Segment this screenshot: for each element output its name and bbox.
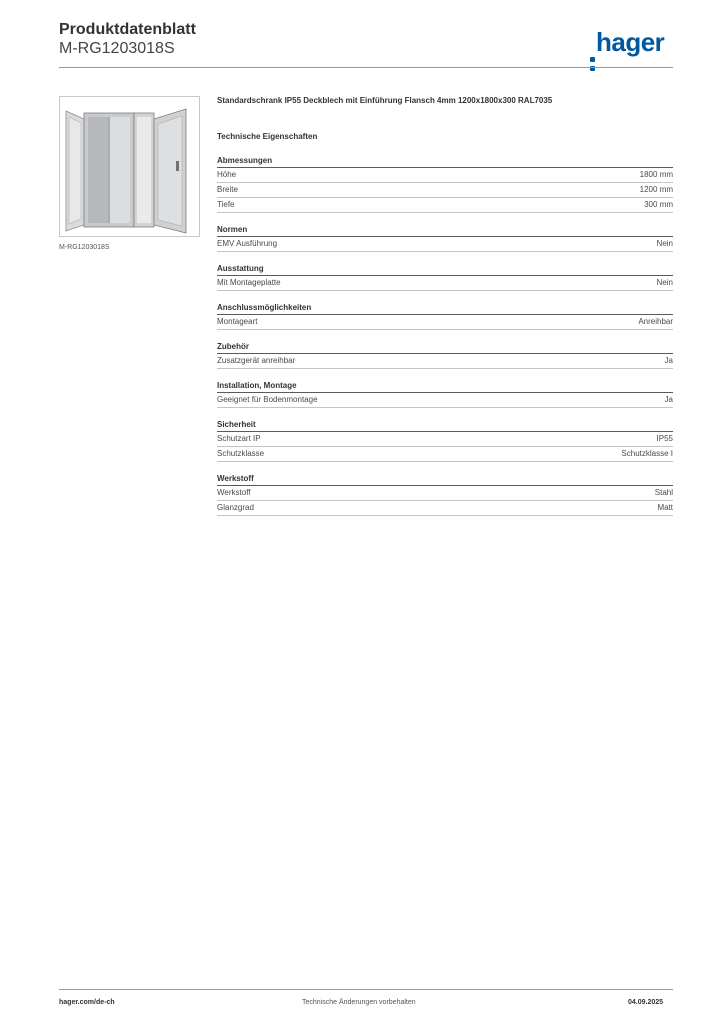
property-value: IP55 [656,434,673,443]
group-heading: Abmessungen [217,156,673,168]
property-label: Breite [217,185,238,194]
property-label: Zusatzgerät anreihbar [217,356,296,365]
property-row [217,183,673,198]
property-value: Nein [656,239,673,248]
property-group [217,420,673,462]
property-row [217,315,673,330]
property-value: 1800 mm [639,170,673,179]
property-row [217,168,673,183]
property-value: Stahl [654,488,673,497]
property-label: Geeignet für Bodenmontage [217,395,318,404]
header-divider [59,67,673,68]
property-value: Schutzklasse I [621,449,673,458]
footer-website: hager.com/de-ch [59,999,115,1006]
property-row [217,276,673,291]
property-row [217,501,673,516]
property-row [217,237,673,252]
property-label: Montageart [217,317,258,326]
property-group [217,156,673,213]
group-heading: Anschlussmöglichkeiten [217,303,673,315]
group-heading: Ausstattung [217,264,673,276]
cabinet-icon [60,97,199,236]
group-heading: Sicherheit [217,420,673,432]
product-image [59,96,200,237]
property-group [217,225,673,252]
hager-logo [590,27,664,58]
property-group [217,474,673,516]
property-label: Mit Montageplatte [217,278,281,287]
property-row [217,432,673,447]
group-heading: Werkstoff [217,474,673,486]
property-row [217,447,673,462]
property-groups [217,156,673,516]
product-title: Standardschrank IP55 Deckblech mit Einführung Flansch 4mm 1200x1800x300 RAL7035 [217,96,553,105]
property-row [217,393,673,408]
property-label: Höhe [217,170,237,179]
footer-date: 04.09.2025 [628,999,664,1006]
property-group [217,303,673,330]
property-row [217,486,673,501]
property-label: Glanzgrad [217,503,254,512]
property-label: Werkstoff [217,488,251,497]
page-title: Produktdatenblatt [59,21,196,38]
section-title: Technische Eigenschaften [217,132,318,141]
footer-divider [59,989,673,990]
product-code: M-RG1203018S [59,40,175,57]
property-value: Ja [664,356,673,365]
property-label: Schutzart IP [217,434,261,443]
property-value: Anreihbar [638,317,673,326]
group-heading: Zubehör [217,342,673,354]
property-value: 1200 mm [639,185,673,194]
property-value: Ja [664,395,673,404]
property-value: Nein [656,278,673,287]
property-group [217,264,673,291]
footer-note: Technische Änderungen vorbehalten [302,999,416,1006]
property-value: 300 mm [644,200,673,209]
datasheet-content [217,96,673,516]
property-row [217,354,673,369]
logo-text: hager [596,27,665,57]
property-label: Schutzklasse [217,449,265,458]
property-row [217,198,673,213]
property-label: Tiefe [217,200,235,209]
property-value: Matt [657,503,673,512]
property-group [217,381,673,408]
property-label: EMV Ausführung [217,239,278,248]
group-heading: Installation, Montage [217,381,673,393]
product-image-caption: M-RG1203018S [59,244,110,251]
group-heading: Normen [217,225,673,237]
property-group [217,342,673,369]
